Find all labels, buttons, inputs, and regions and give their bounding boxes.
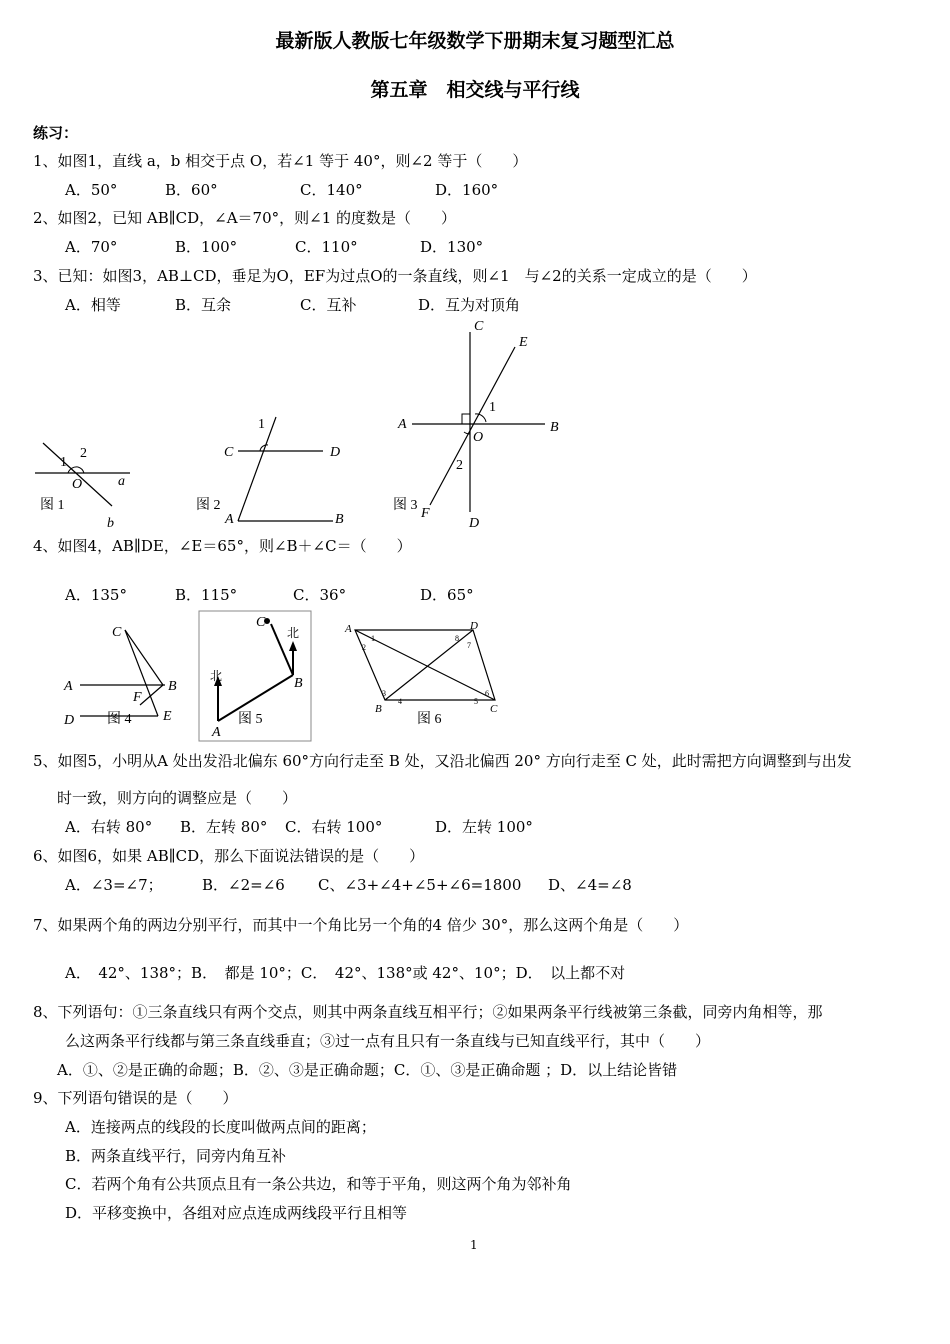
question-8-line-1: 8、下列语句：①三条直线只有两个交点，则其中两条直线互相平行；②如果两条平行线被第三条截，同旁内角相等，那 (33, 1003, 823, 1021)
question-7-stem: 7、如果两个角的两边分别平行，而其中一个角比另一个角的4 倍少 30°，那么这两个角是（ ） (33, 916, 689, 934)
fig3-label-2: 2 (456, 458, 463, 473)
q8-options: A．①、②是正确的命题；B．②、③是正确命题；C．①、③是正确命题 ；D．以上结论皆错 (57, 1061, 678, 1079)
figure-6 (344, 620, 498, 727)
fig4-label-a: A (64, 679, 73, 694)
fig6-label-2: 2 (362, 643, 366, 652)
fig3-label-c: C (474, 319, 484, 334)
q5-option-a: A．右转 80° (65, 818, 153, 836)
q6-option-a: A．∠3=∠7； (65, 876, 163, 894)
fig2-label-d: D (330, 445, 341, 460)
fig6-label-6: 6 (485, 689, 489, 698)
q4-option-b: B．115° (175, 586, 238, 604)
q2-option-b: B．100° (175, 238, 238, 256)
fig4-label-c: C (112, 625, 122, 640)
fig1-label-2: 2 (80, 446, 87, 461)
q9-option-a: A．连接两点的线段的长度叫做两点间的距离； (65, 1118, 376, 1136)
fig6-label-1: 1 (371, 634, 375, 643)
figure-4 (63, 625, 177, 728)
fig6-label-a: A (345, 623, 352, 635)
figures-4-5-6 (0, 608, 950, 743)
q9-option-b: B．两条直线平行，同旁内角互补 (65, 1147, 287, 1165)
figure-1 (35, 443, 130, 531)
q3-option-b: B．互余 (175, 296, 232, 314)
q9-option-c: C．若两个角有公共顶点且有一条公共边，和等于平角，则这两个角为邻补角 (65, 1175, 572, 1193)
fig4-caption: 图 4 (107, 712, 132, 727)
fig5-label-c: C (256, 615, 266, 630)
q1-option-b: B．60° (165, 181, 218, 199)
fig2-caption: 图 2 (196, 498, 221, 513)
fig6-label-b: B (375, 703, 382, 715)
chapter-title: 第五章 相交线与平行线 (370, 79, 580, 101)
fig6-label-3: 3 (382, 689, 386, 698)
section-heading: 练习： (33, 124, 79, 142)
q2-option-d: D．130° (420, 238, 484, 256)
fig4-label-f: F (133, 690, 142, 705)
fig3-label-o: O (473, 430, 484, 445)
question-5-line-1: 5、如图5，小明从A 处出发沿北偏东 60°方向行走至 B 处，又沿北偏西 20° 方向行走至 C 处，此时需把方向调整到与出发 (33, 752, 852, 770)
fig3-caption: 图 3 (393, 498, 418, 513)
fig5-label-a: A (212, 725, 221, 740)
q1-option-c: C．140° (300, 181, 363, 199)
fig3-label-b: B (550, 420, 559, 435)
q5-option-c: C．右转 100° (285, 818, 383, 836)
q6-option-c: C、∠3+∠4+∠5+∠6=1800 (318, 876, 522, 894)
fig4-label-b: B (168, 679, 177, 694)
fig1-label-b: b (107, 516, 114, 531)
fig3-label-d: D (469, 516, 480, 531)
q2-option-a: A．70° (65, 238, 118, 256)
question-2-stem: 2、如图2，已知 AB∥CD，∠A＝70°，则∠1 的度数是（ ） (33, 209, 457, 227)
question-1-stem: 1、如图1，直线 a，b 相交于点 O，若∠1 等于 40°，则∠2 等于（ ） (33, 152, 528, 170)
question-4-stem: 4、如图4，AB∥DE，∠E＝65°，则∠B＋∠C＝（ ） (33, 537, 412, 555)
q6-option-d: D、∠4=∠8 (548, 876, 632, 894)
fig6-label-8: 8 (455, 634, 459, 643)
q4-option-a: A．135° (65, 586, 127, 604)
question-5-line-2: 时一致，则方向的调整应是（ ） (57, 789, 298, 807)
fig3-label-e: E (519, 335, 528, 350)
fig4-label-d: D (64, 713, 75, 728)
question-6-stem: 6、如图6，如果 AB∥CD，那么下面说法错误的是（ ） (33, 847, 425, 865)
fig5-caption: 图 5 (238, 712, 263, 727)
fig5-label-north-b: 北 (287, 626, 300, 640)
figures-1-2-3 (0, 310, 950, 535)
fig5-label-b: B (294, 676, 303, 691)
fig2-label-b: B (335, 512, 344, 527)
q5-option-d: D．左转 100° (435, 818, 533, 836)
fig2-label-c: C (224, 445, 234, 460)
question-9-stem: 9、下列语句错误的是（ ） (33, 1089, 238, 1107)
figure-3 (393, 319, 559, 531)
fig4-label-e: E (163, 709, 172, 724)
q3-option-d: D．互为对顶角 (418, 296, 521, 314)
q9-option-d: D．平移变换中，各组对应点连成两线段平行且相等 (65, 1204, 408, 1222)
fig6-label-d: D (470, 620, 478, 632)
q7-options: A． 42°、138°；B． 都是 10°；C． 42°、138°或 42°、10°；D． 以上都不对 (65, 964, 626, 982)
fig3-label-f: F (421, 506, 430, 521)
q5-option-b: B．左转 80° (180, 818, 268, 836)
fig6-caption: 图 6 (417, 712, 442, 727)
fig1-label-o: O (72, 477, 83, 492)
fig3-label-a: A (398, 417, 407, 432)
fig1-label-a: a (118, 474, 125, 489)
q3-option-c: C．互补 (300, 296, 357, 314)
q6-option-b: B．∠2=∠6 (202, 876, 285, 894)
fig6-label-7: 7 (467, 641, 471, 650)
fig5-label-north-a: 北 (210, 669, 223, 683)
document-title: 最新版人教版七年级数学下册期末复习题型汇总 (275, 30, 675, 52)
q4-option-c: C．36° (293, 586, 347, 604)
fig3-label-1: 1 (489, 400, 496, 415)
figure-5 (199, 611, 311, 741)
page-number: 1 (470, 1238, 478, 1252)
question-8-line-2: 么这两条平行线都与第三条直线垂直；③过一点有且只有一条直线与已知直线平行，其中（ ） (65, 1032, 711, 1050)
q1-option-a: A．50° (65, 181, 118, 199)
fig2-label-1: 1 (258, 417, 265, 432)
fig1-label-1: 1 (60, 455, 67, 470)
question-3-stem: 3、已知：如图3，AB⊥CD，垂足为O，EF为过点O的一条直线，则∠1 与∠2的关系一定成立的是（ ） (33, 267, 757, 285)
q3-option-a: A．相等 (65, 296, 121, 314)
fig6-label-c: C (490, 703, 498, 715)
q2-option-c: C．110° (295, 238, 358, 256)
q1-option-d: D．160° (435, 181, 499, 199)
fig1-caption: 图 1 (40, 498, 65, 513)
fig6-label-4: 4 (398, 697, 402, 706)
q4-option-d: D．65° (420, 586, 474, 604)
figure-2 (196, 417, 344, 527)
fig6-label-5: 5 (474, 697, 478, 706)
fig2-label-a: A (225, 512, 234, 527)
